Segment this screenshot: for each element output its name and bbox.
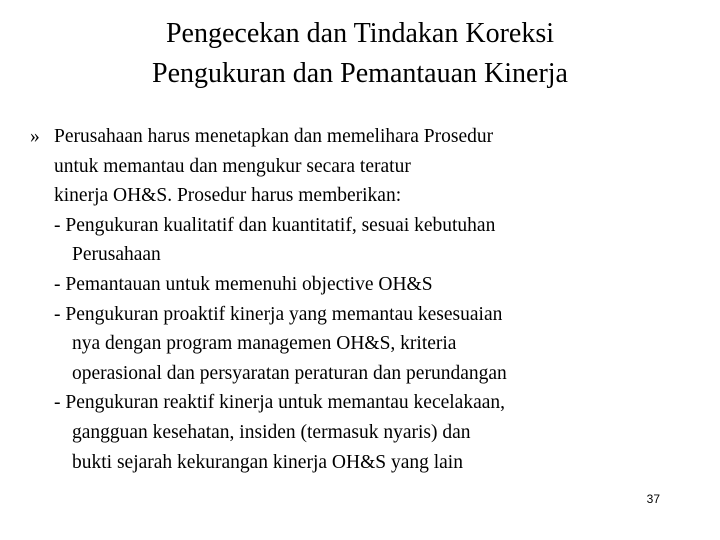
title-line-1: Pengecekan dan Tindakan Koreksi	[165, 18, 555, 49]
sub-item-continuation: gangguan kesehatan, insiden (termasuk nyaris) dan	[72, 421, 471, 443]
slide-body	[30, 122, 700, 477]
sub-item	[30, 211, 700, 270]
slide-title	[0, 14, 720, 94]
bullet-marker: »	[30, 126, 40, 147]
sub-item-continuation: nya dengan program managemen OH&S, kriteria	[72, 333, 457, 355]
sub-item-line: - Pengukuran reaktif kinerja untuk memantau kecelakaan,	[54, 392, 506, 414]
bullet-line: kinerja OH&S. Prosedur harus memberikan:	[54, 185, 402, 207]
sub-item-line: - Pemantauan untuk memenuhi objective OH&S	[54, 273, 433, 295]
sub-item-continuation: bukti sejarah kekurangan kinerja OH&S yang lain	[72, 451, 463, 473]
page-number: 37	[646, 492, 660, 506]
sub-item	[30, 388, 700, 477]
sub-item-continuation: Perusahaan	[72, 244, 161, 266]
title-line-2: Pengukuran dan Pemantauan Kinerja	[152, 58, 568, 89]
sub-item	[30, 270, 700, 300]
sub-item	[30, 300, 700, 389]
sub-item-line: - Pengukuran kualitatif dan kuantitatif, sesuai kebutuhan	[54, 214, 496, 236]
sub-item-continuation: operasional dan persyaratan peraturan dan perundangan	[72, 362, 507, 384]
sub-item-line: - Pengukuran proaktif kinerja yang memantau kesesuaian	[54, 303, 503, 325]
bullet-line: Perusahaan harus menetapkan dan memelihara Prosedur	[54, 126, 494, 147]
bullet-line: untuk memantau dan mengukur secara teratur	[54, 155, 411, 177]
bullet-text	[30, 122, 700, 211]
